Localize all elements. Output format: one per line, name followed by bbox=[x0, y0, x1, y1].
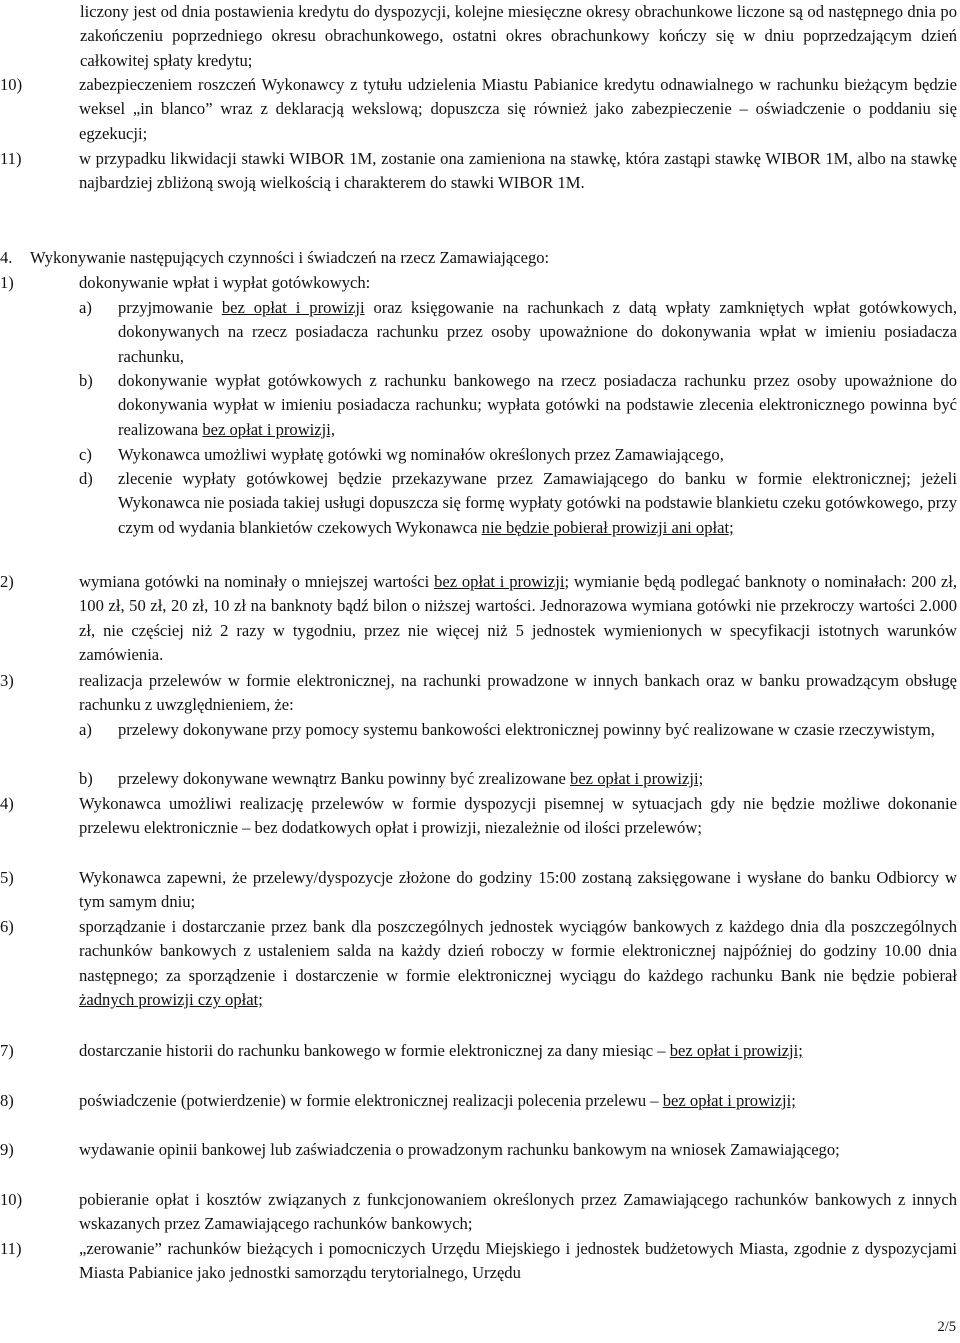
item-text: Wykonawca umożliwi realizację przelewów w formie dyspozycji pisemnej w sytuacjach gdy nie będzie możliwe dokonanie przelewu elektronicznie – bez dodatkowych opłat i prowizji, niezależnie od ilości przelewów; bbox=[79, 794, 957, 838]
list-item-11 bbox=[0, 147, 960, 196]
list-item-9 bbox=[0, 1138, 960, 1162]
item-text: realizacja przelewów w formie elektronicznej, na rachunki prowadzone w innych bankach oraz w banku prowadzącym obsługę rachunku z uwzględnieniem, że: bbox=[79, 671, 957, 715]
list-item-6 bbox=[0, 915, 960, 1013]
item-text: dokonywanie wpłat i wypłat gotówkowych: bbox=[79, 273, 371, 292]
page-number: 2/5 bbox=[937, 1318, 956, 1335]
fee-free-note: bez opłat i prowizji; bbox=[669, 1041, 803, 1060]
fee-free-note: nie będzie pobierał prowizji ani opłat; bbox=[481, 517, 734, 537]
item-letter: b) bbox=[79, 371, 93, 390]
list-item-5 bbox=[0, 866, 960, 915]
item-number: 7) bbox=[0, 1041, 14, 1060]
list-item-8 bbox=[0, 1089, 960, 1113]
sub-item-3a bbox=[0, 718, 960, 742]
section-4-heading bbox=[0, 246, 960, 270]
item-letter: c) bbox=[79, 445, 92, 464]
item-text: przelewy dokonywane wewnątrz Banku powinny być zrealizowane bez opłat i prowizji; bbox=[118, 769, 704, 788]
item-number: 10) bbox=[0, 1190, 23, 1209]
list-item-10b bbox=[0, 1188, 960, 1237]
item-letter: b) bbox=[79, 769, 93, 788]
item-text: przyjmowanie bez opłat i prowizji oraz księgowanie na rachunkach z datą wpłaty zamkniętych wpłat gotówkowych, dokonywanych na rzecz posiadacza rachunku przez osoby upoważnione do dokonywania wpłat w imieniu posiadacza rachunku, bbox=[118, 298, 958, 366]
fee-free-note: bez opłat i prowizji; bbox=[662, 1091, 796, 1110]
item-number: 4) bbox=[0, 794, 14, 813]
item-text: „zerowanie” rachunków bieżących i pomocniczych Urzędu Miejskiego i jednostek budżetowych Miasta, zgodnie z dyspozycjami Miasta Pabianice jako jednostki samorządu terytorialnego, Urzędu bbox=[79, 1239, 957, 1283]
item-number: 11) bbox=[0, 149, 22, 168]
item-text: zabezpieczeniem roszczeń Wykonawcy z tytułu udzielenia Miastu Pabianice kredytu odnawialnego w rachunku bieżącym będzie weksel „in blanco” wraz z deklaracją wekslową; dopuszcza się również jako zabezpieczenie – oświadczenie o poddaniu się egzekucji; bbox=[79, 75, 957, 143]
item-text: poświadczenie (potwierdzenie) w formie elektronicznej realizacji polecenia przelewu – bez opłat i prowizji; bbox=[79, 1091, 796, 1110]
item-number: 9) bbox=[0, 1140, 14, 1159]
item-number: 6) bbox=[0, 917, 14, 936]
fee-free-note: żadnych prowizji czy opłat; bbox=[79, 990, 263, 1010]
sub-item-3b bbox=[0, 767, 960, 791]
list-item-4 bbox=[0, 792, 960, 841]
sub-item-1b bbox=[0, 369, 960, 442]
item-letter: d) bbox=[79, 469, 93, 488]
fee-free-note: bez opłat i prowizji; bbox=[570, 769, 704, 788]
item-text: dostarczanie historii do rachunku bankowego w formie elektronicznej za dany miesiąc – bez opłat i prowizji; bbox=[79, 1041, 803, 1060]
item-number: 3) bbox=[0, 671, 14, 690]
item-text: przelewy dokonywane przy pomocy systemu bankowości elektronicznej powinny być realizowane w czasie rzeczywistym, bbox=[118, 720, 935, 739]
item-number: 8) bbox=[0, 1091, 14, 1110]
list-item-1 bbox=[0, 271, 960, 295]
item-number: 1) bbox=[0, 273, 14, 292]
item-number: 10) bbox=[0, 75, 23, 94]
section-number: 4. bbox=[0, 248, 13, 267]
list-item-11b bbox=[0, 1237, 960, 1286]
list-item-7 bbox=[0, 1039, 960, 1063]
item-text: sporządzanie i dostarczanie przez bank dla poszczególnych jednostek wyciągów bankowych z każdego dnia dla poszczególnych rachunków bankowych z ustaleniem salda na każdy dzień roboczy w formie elektronicznej najpóźniej do godziny 10.00 dnia następnego; za sporządzenie i dostarczenie w formie elektronicznej wyciągu do każdego rachunku Bank nie będzie pobierał żadnych prowizji czy opłat; bbox=[79, 917, 957, 1010]
item-text: Wykonawca umożliwi wypłatę gotówki wg nominałów określonych przez Zamawiającego, bbox=[118, 445, 724, 464]
list-item-3 bbox=[0, 669, 960, 718]
item-letter: a) bbox=[79, 720, 92, 739]
sub-item-1a bbox=[0, 296, 960, 369]
item-text: w przypadku likwidacji stawki WIBOR 1M, zostanie ona zamieniona na stawkę, która zastąpi stawkę WIBOR 1M, albo na stawkę najbardziej zbliżoną swoją wielkością i charakterem do stawki WIBOR 1M. bbox=[79, 149, 957, 193]
section-title: Wykonywanie następujących czynności i świadczeń na rzecz Zamawiającego: bbox=[30, 248, 550, 267]
item-number: 5) bbox=[0, 868, 14, 887]
item-letter: a) bbox=[79, 298, 92, 317]
continuation-paragraph: liczony jest od dnia postawienia kredytu do dyspozycji, kolejne miesięczne okresy obrachunkowe liczone są od następnego dnia po zakończeniu poprzedniego okresu obrachunkowego, ostatni okres obrachunkowy kończy się w dniu poprzedzającym dzień całkowitej spłaty kredytu; bbox=[80, 2, 957, 70]
fee-free-note: bez opłat i prowizji bbox=[434, 572, 565, 591]
item-text: pobieranie opłat i kosztów związanych z funkcjonowaniem określonych przez Zamawiającego rachunków bankowych z innych wskazanych przez Zamawiającego rachunków bankowych; bbox=[79, 1190, 957, 1234]
item-number: 2) bbox=[0, 572, 14, 591]
sub-item-1d bbox=[0, 467, 960, 540]
item-text: wymiana gotówki na nominały o mniejszej wartości bez opłat i prowizji; wymianie będą podlegać banknoty o nominałach: 200 zł, 100 zł, 50 zł, 20 zł, 10 zł na banknoty bądź bilon o niższej wartości. Jednorazowa wymiana gotówki nie przekroczy wartości 2.000 zł, nie częściej niż 2 razy w tygodniu, przez nie więcej niż 5 jednostek wymienionych w specyfikacji istotnych warunków zamówienia. bbox=[79, 572, 958, 665]
fee-free-note: bez opłat i prowizji, bbox=[202, 419, 336, 439]
list-item-2 bbox=[0, 570, 960, 668]
item-number: 11) bbox=[0, 1239, 22, 1258]
item-text: dokonywanie wypłat gotówkowych z rachunku bankowego na rzecz posiadacza rachunku przez osoby upoważnione do dokonywania wypłat w imieniu posiadacza rachunku; wypłata gotówki na podstawie zlecenia elektronicznego powinna być realizowana bez opłat i prowizji, bbox=[118, 371, 957, 439]
list-item-10 bbox=[0, 73, 960, 146]
sub-item-1c bbox=[0, 443, 960, 467]
item-text: zlecenie wypłaty gotówkowej będzie przekazywane przez Zamawiającego do banku w formie elektronicznej; jeżeli Wykonawca nie posiada takiej usługi dopuszcza się formę wypłaty gotówki na podstawie blankietu czeku gotówkowego, przy czym od wydania blankietów czekowych Wykonawca nie będzie pobierał prowizji ani opłat; bbox=[118, 469, 957, 537]
fee-free-note: bez opłat i prowizji bbox=[221, 298, 365, 317]
item-text: wydawanie opinii bankowej lub zaświadczenia o prowadzonym rachunku bankowym na wniosek Zamawiającego; bbox=[79, 1140, 840, 1159]
item-text: Wykonawca zapewni, że przelewy/dyspozycje złożone do godziny 15:00 zostaną zaksięgowane i wysłane do banku Odbiorcy w tym samym dniu; bbox=[79, 868, 957, 912]
